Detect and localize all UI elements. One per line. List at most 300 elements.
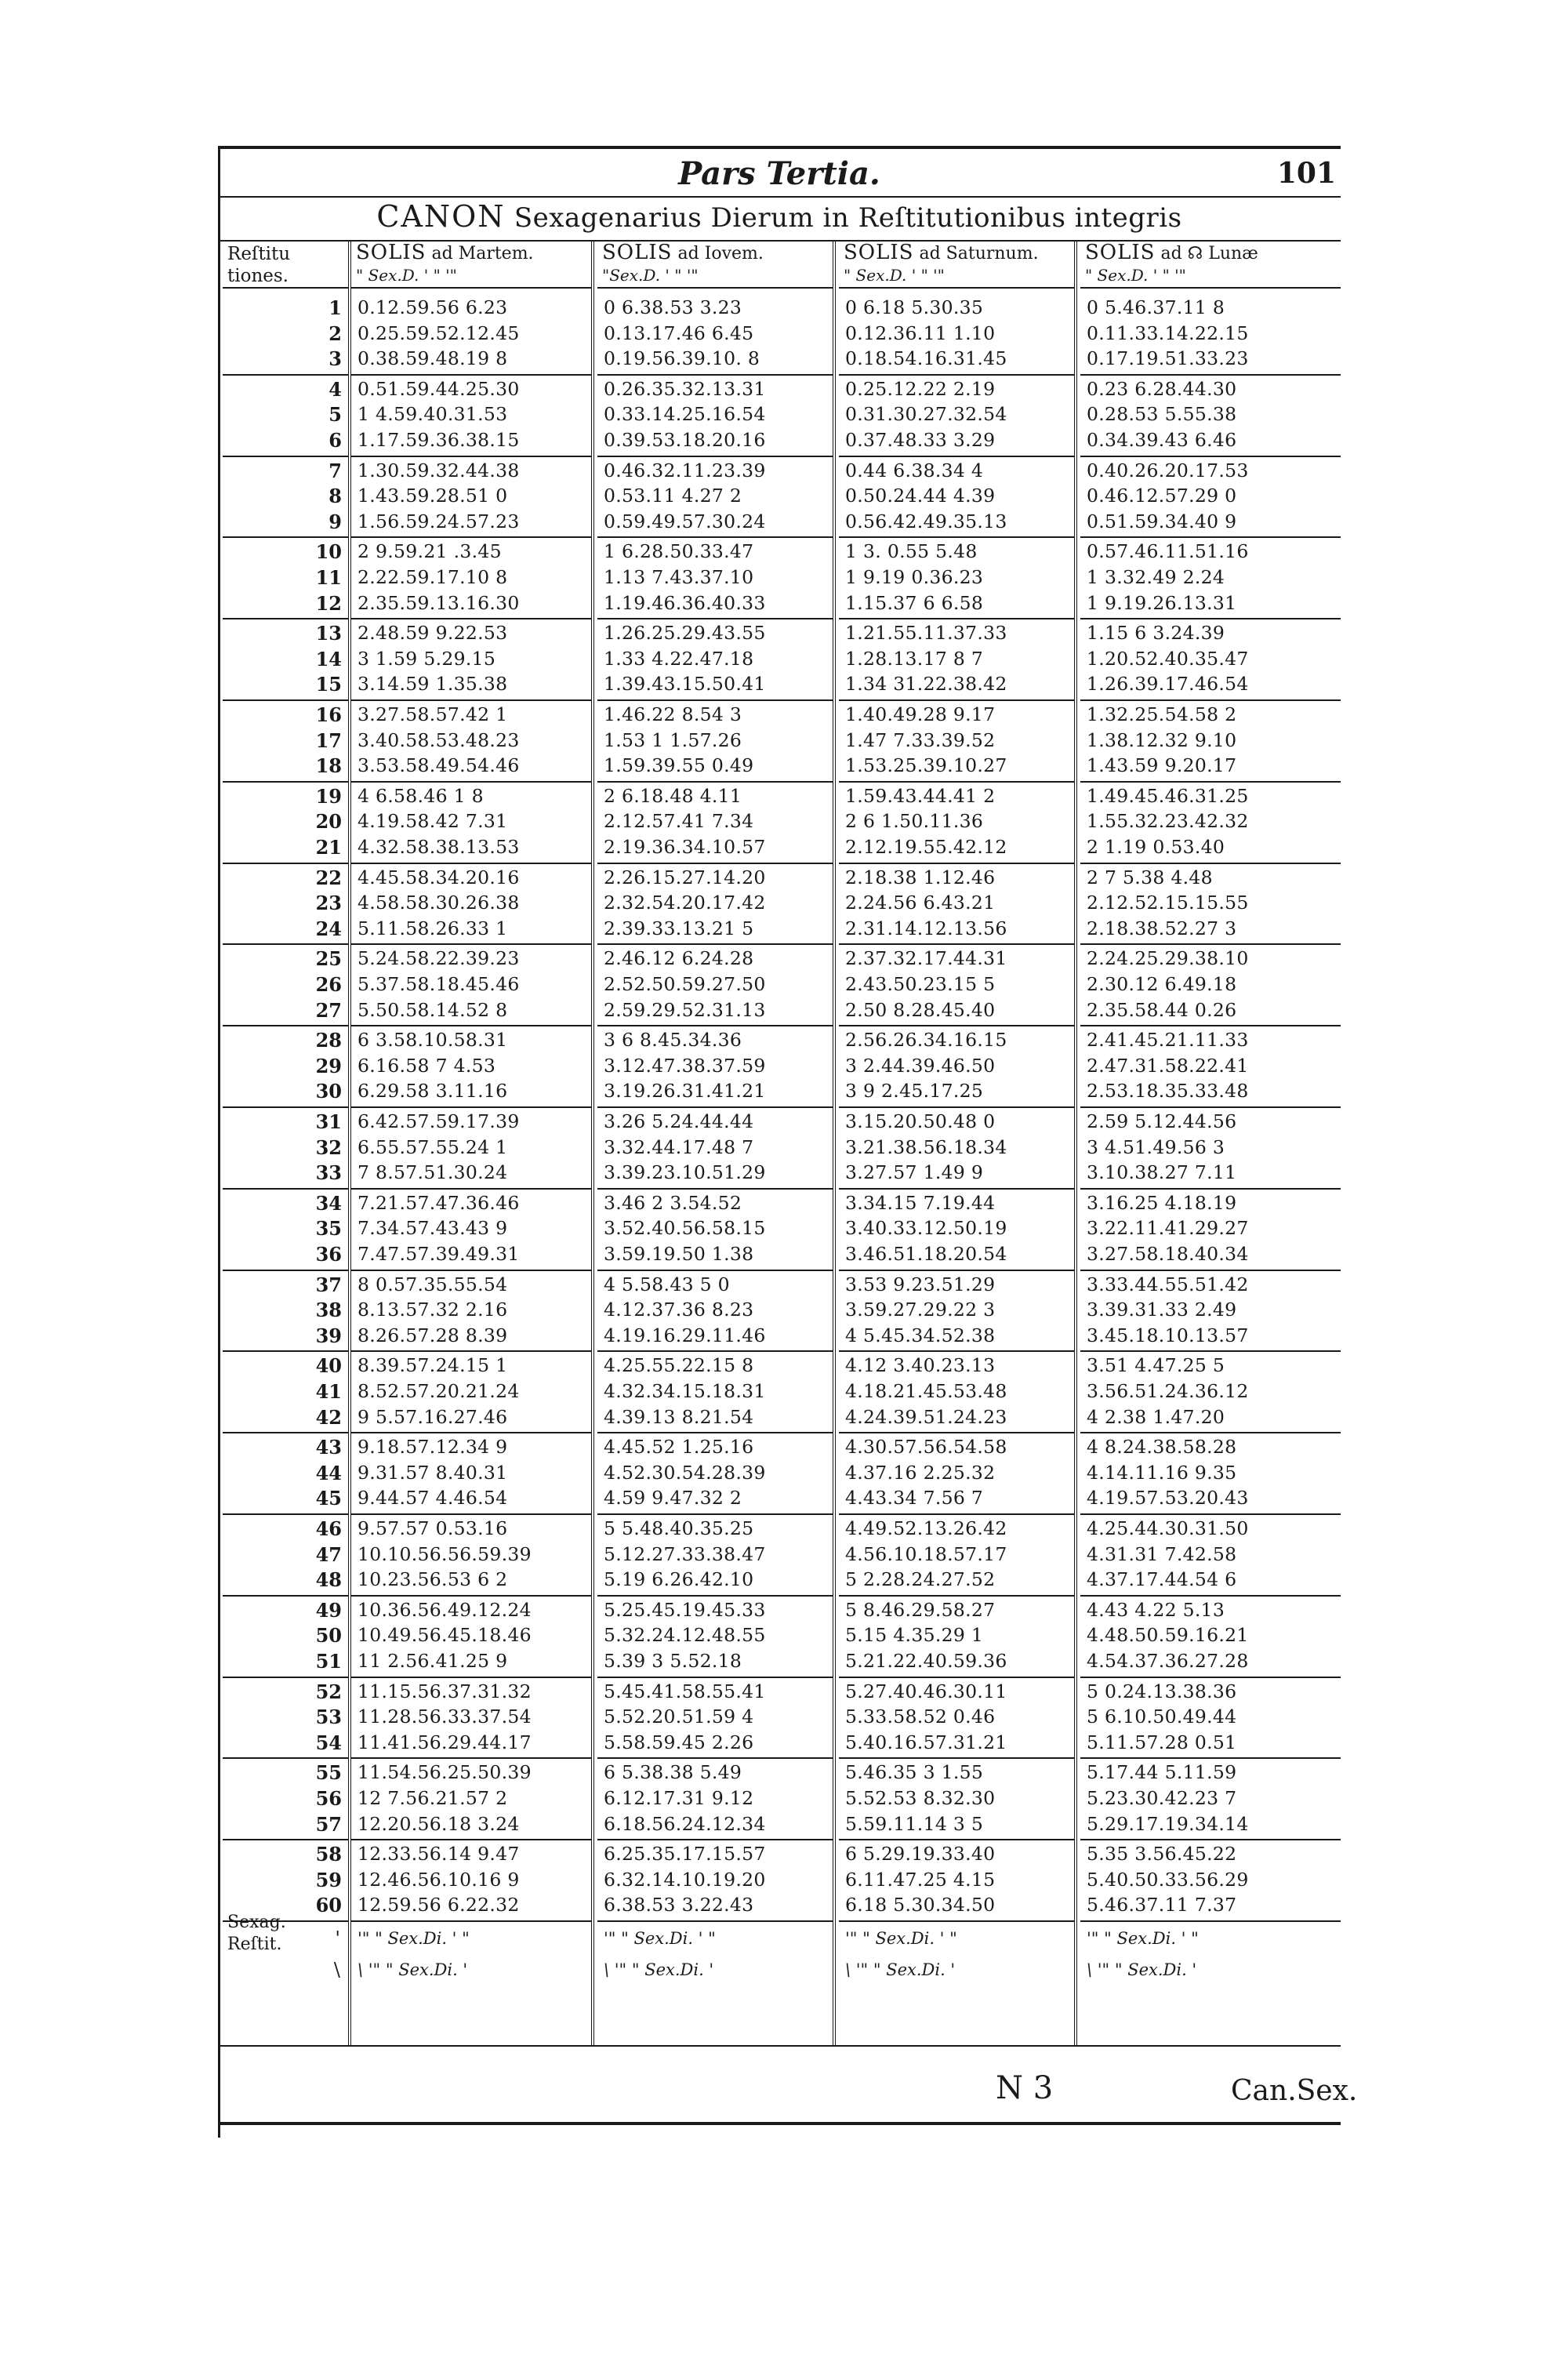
table-cell: 3.22.11.41.29.27 — [1087, 1217, 1249, 1240]
group-separator — [597, 863, 833, 864]
row-index: 2 — [328, 322, 342, 345]
group-separator — [223, 1839, 348, 1840]
table-cell: 1.55.32.23.42.32 — [1087, 810, 1249, 833]
table-cell: 3.34.15 7.19.44 — [845, 1191, 996, 1214]
table-cell: 1.17.59.36.38.15 — [358, 429, 520, 451]
table-cell: 2.43.50.23.15 5 — [845, 973, 996, 995]
row-index: 13 — [315, 622, 342, 645]
table-cell: 11.28.56.33.37.54 — [358, 1706, 532, 1728]
table-cell: 1.26.39.17.46.54 — [1087, 673, 1249, 696]
restitutions-index-column — [223, 242, 351, 2045]
top-rule — [218, 146, 1341, 149]
row-index: 3 — [328, 347, 342, 371]
group-separator — [1080, 1106, 1341, 1108]
row-index: 47 — [315, 1542, 342, 1566]
sexag-restit-label — [227, 1912, 286, 1956]
table-cell: 4 2.38 1.47.20 — [1087, 1405, 1225, 1428]
group-separator — [351, 863, 591, 864]
table-cell: 0.51.59.34.40 9 — [1087, 510, 1237, 532]
table-cell: 4.49.52.13.26.42 — [845, 1517, 1007, 1539]
group-separator — [223, 1677, 348, 1678]
table-cell: 3.53 9.23.51.29 — [845, 1273, 996, 1295]
table-cell: 4.58.58.30.26.38 — [358, 892, 520, 914]
table-cell: 5.15 4.35.29 1 — [845, 1624, 984, 1647]
table-cell: 4.25.44.30.31.50 — [1087, 1517, 1249, 1539]
row-index: 28 — [315, 1029, 342, 1052]
row-index: 14 — [315, 647, 342, 670]
table-cell: 0.17.19.51.33.23 — [1087, 347, 1249, 370]
table-cell: 3.51 4.47.25 5 — [1087, 1354, 1225, 1377]
table-cell: 9.57.57 0.53.16 — [358, 1517, 508, 1539]
group-separator — [839, 1513, 1074, 1515]
column-title: SOLIS — [356, 241, 426, 264]
table-cell: 1.38.12.32 9.10 — [1087, 728, 1237, 751]
table-cell: 3.27.58.57.42 1 — [358, 703, 508, 725]
table-cell: 1.39.43.15.50.41 — [604, 673, 766, 696]
row-index: 9 — [328, 510, 342, 533]
row-index: 50 — [315, 1624, 342, 1648]
group-separator — [839, 1106, 1074, 1108]
table-cell: 2.19.36.34.10.57 — [604, 836, 766, 858]
table-cell: 0.59.49.57.30.24 — [604, 510, 766, 532]
table-cell: 9.31.57 8.40.31 — [358, 1461, 508, 1484]
table-cell: 3.40.58.53.48.23 — [358, 728, 520, 751]
table-cell: 1.26.25.29.43.55 — [604, 622, 766, 645]
column-units: " Sex.D. ' " '" — [356, 266, 457, 285]
table-cell: 1.15 6 3.24.39 — [1087, 622, 1225, 645]
group-separator — [839, 618, 1074, 619]
table-cell: 0.40.26.20.17.53 — [1087, 459, 1249, 481]
table-cell: 1.13 7.43.37.10 — [604, 566, 754, 588]
table-cell: 3.53.58.49.54.46 — [358, 754, 520, 777]
group-separator — [839, 699, 1074, 701]
column-subtitle: ad Saturnum. — [919, 244, 1039, 263]
group-separator — [351, 1920, 591, 1922]
footer-mark: ' — [335, 1927, 340, 1949]
table-cell: 0 6.18 5.30.35 — [845, 296, 984, 318]
table-cell: 6.12.17.31 9.12 — [604, 1787, 754, 1809]
table-cell: 3.46 2 3.54.52 — [604, 1191, 742, 1214]
table-cell: 2.59 5.12.44.56 — [1087, 1110, 1237, 1132]
row-index: 27 — [315, 998, 342, 1022]
group-separator — [839, 1432, 1074, 1433]
group-separator — [1080, 1513, 1341, 1515]
table-cell: 7 8.57.51.30.24 — [358, 1161, 508, 1184]
column-units: " Sex.D. ' " '" — [1085, 266, 1186, 285]
row-index: 19 — [315, 784, 342, 808]
group-separator — [839, 1350, 1074, 1352]
table-cell: 2.12.19.55.42.12 — [845, 836, 1007, 858]
table-cell: 5.21.22.40.59.36 — [845, 1650, 1007, 1672]
table-cell: 12.59.56 6.22.32 — [358, 1894, 520, 1916]
group-separator — [223, 1106, 348, 1108]
table-cell: 9.18.57.12.34 9 — [358, 1436, 508, 1459]
group-separator — [597, 1677, 833, 1678]
group-separator — [839, 1270, 1074, 1271]
table-cell: 7.47.57.39.49.31 — [358, 1243, 520, 1265]
table-cell: 2 6.18.48 4.11 — [604, 784, 742, 807]
column-solis-ad-nodum-lunae — [1080, 242, 1341, 2045]
table-cell: 0.38.59.48.19 8 — [358, 347, 508, 370]
group-separator — [351, 1106, 591, 1108]
row-index: 21 — [315, 836, 342, 859]
table-cell: 4.52.30.54.28.39 — [604, 1461, 766, 1484]
table-cell: 2.32.54.20.17.42 — [604, 892, 766, 914]
table-cell: 5.39 3 5.52.18 — [604, 1650, 742, 1672]
row-index: 23 — [315, 892, 342, 915]
row-index: 58 — [315, 1843, 342, 1866]
table-title-lead: CANON — [376, 199, 506, 234]
table-cell: 5.59.11.14 3 5 — [845, 1812, 984, 1835]
table-cell: 6.18 5.30.34.50 — [845, 1894, 996, 1916]
row-index: 46 — [315, 1517, 342, 1540]
sexag-label-line2: Reſtit. — [227, 1935, 282, 1954]
table-cell: 4.37.17.44.54 6 — [1087, 1568, 1237, 1591]
column-subtitle: ad Martem. — [431, 244, 534, 263]
table-cell: 4.45.58.34.20.16 — [358, 866, 520, 888]
group-separator — [839, 781, 1074, 783]
table-cell: 0.50.24.44 4.39 — [845, 485, 996, 507]
table-cell: 0.51.59.44.25.30 — [358, 377, 520, 400]
table-cell: 1.56.59.24.57.23 — [358, 510, 520, 532]
row-index: 26 — [315, 973, 342, 996]
column-footer-units: \ '" " Sex.Di. ' — [604, 1960, 714, 1979]
table-cell: 12 7.56.21.57 2 — [358, 1787, 508, 1809]
group-separator — [1080, 1350, 1341, 1352]
table-cell: 4.12 3.40.23.13 — [845, 1354, 996, 1377]
table-cell: 5.19 6.26.42.10 — [604, 1568, 754, 1591]
table-cell: 6 5.38.38 5.49 — [604, 1761, 742, 1784]
group-separator — [1080, 1025, 1341, 1026]
table-cell: 11.54.56.25.50.39 — [358, 1761, 532, 1784]
table-cell: 0.25.12.22 2.19 — [845, 377, 996, 400]
table-cell: 2.24.56 6.43.21 — [845, 892, 996, 914]
group-separator — [351, 1270, 591, 1271]
group-separator — [223, 1350, 348, 1352]
row-index: 18 — [315, 754, 342, 778]
table-cell: 1.33 4.22.47.18 — [604, 647, 754, 670]
group-separator — [223, 863, 348, 864]
group-separator — [223, 943, 348, 945]
group-separator — [1080, 943, 1341, 945]
group-separator — [839, 1920, 1074, 1922]
table-cell: 4.45.52 1.25.16 — [604, 1436, 754, 1459]
column-header — [839, 242, 1074, 289]
group-separator — [1080, 1920, 1341, 1922]
group-separator — [1080, 618, 1341, 619]
table-cell: 6.32.14.10.19.20 — [604, 1868, 766, 1891]
table-cell: 6.25.35.17.15.57 — [604, 1843, 766, 1866]
table-cell: 3 6 8.45.34.36 — [604, 1029, 742, 1052]
table-cell: 3.27.58.18.40.34 — [1087, 1243, 1249, 1265]
group-separator — [839, 943, 1074, 945]
column-footer-units: '" " Sex.Di. ' " — [358, 1929, 470, 1948]
table-cell: 3.32.44.17.48 7 — [604, 1135, 754, 1158]
column-title: SOLIS — [602, 241, 673, 264]
table-cell: 4.31.31 7.42.58 — [1087, 1542, 1237, 1565]
group-separator — [597, 536, 833, 538]
group-separator — [223, 536, 348, 538]
group-separator — [223, 1432, 348, 1433]
column-title: SOLIS — [844, 241, 914, 264]
table-cell: 0.13.17.46 6.45 — [604, 322, 754, 344]
row-index: 30 — [315, 1080, 342, 1103]
group-separator — [1080, 1839, 1341, 1840]
table-cell: 0.34.39.43 6.46 — [1087, 429, 1237, 451]
column-header — [1080, 242, 1341, 289]
table-cell: 2.37.32.17.44.31 — [845, 947, 1007, 970]
column-footer-units: '" " Sex.Di. ' " — [845, 1929, 957, 1948]
table-cell: 0.46.32.11.23.39 — [604, 459, 766, 481]
row-index: 12 — [315, 591, 342, 615]
table-cell: 1.28.13.17 8 7 — [845, 647, 984, 670]
group-separator — [597, 1270, 833, 1271]
row-index: 7 — [328, 459, 342, 482]
row-index: 53 — [315, 1706, 342, 1729]
table-cell: 0.11.33.14.22.15 — [1087, 322, 1249, 344]
group-separator — [1080, 374, 1341, 376]
table-cell: 0.33.14.25.16.54 — [604, 403, 766, 426]
group-separator — [839, 1839, 1074, 1840]
table-cell: 4.37.16 2.25.32 — [845, 1461, 996, 1484]
table-cell: 5.46.37.11 7.37 — [1087, 1894, 1237, 1916]
table-cell: 5.35 3.56.45.22 — [1087, 1843, 1237, 1866]
group-separator — [223, 1757, 348, 1759]
table-cell: 8 0.57.35.55.54 — [358, 1273, 508, 1295]
group-separator — [351, 699, 591, 701]
group-separator — [1080, 1270, 1341, 1271]
group-separator — [1080, 1595, 1341, 1597]
table-cell: 10.23.56.53 6 2 — [358, 1568, 508, 1591]
table-cell: 3.39.31.33 2.49 — [1087, 1299, 1237, 1321]
table-cell: 1.43.59 9.20.17 — [1087, 754, 1237, 777]
group-separator — [1080, 536, 1341, 538]
column-units: "Sex.D. ' " '" — [602, 266, 699, 285]
index-header-line1: Reſtitu — [227, 244, 291, 264]
group-separator — [839, 1757, 1074, 1759]
table-cell: 3.52.40.56.58.15 — [604, 1217, 766, 1240]
table-cell: 3.15.20.50.48 0 — [845, 1110, 996, 1132]
table-cell: 1.43.59.28.51 0 — [358, 485, 508, 507]
table-cell: 0.53.11 4.27 2 — [604, 485, 742, 507]
group-separator — [351, 1350, 591, 1352]
row-index: 10 — [315, 540, 342, 564]
table-cell: 6.18.56.24.12.34 — [604, 1812, 766, 1835]
signature-mark: N 3 — [996, 2070, 1054, 2106]
table-cell: 5.23.30.42.23 7 — [1087, 1787, 1237, 1809]
table-cell: 8.52.57.20.21.24 — [358, 1380, 520, 1402]
index-header — [223, 242, 348, 289]
group-separator — [223, 1025, 348, 1026]
table-cell: 2.31.14.12.13.56 — [845, 917, 1007, 939]
table-cell: 4 6.58.46 1 8 — [358, 784, 484, 807]
group-separator — [223, 1270, 348, 1271]
group-separator — [223, 781, 348, 783]
group-separator — [1080, 699, 1341, 701]
row-index: 16 — [315, 703, 342, 726]
row-index: 34 — [315, 1191, 342, 1215]
row-index: 8 — [328, 485, 342, 508]
group-separator — [839, 1025, 1074, 1026]
row-index: 44 — [315, 1461, 342, 1484]
table-cell: 3.45.18.10.13.57 — [1087, 1324, 1249, 1346]
table-cell: 1.21.55.11.37.33 — [845, 622, 1007, 645]
table-cell: 1.32.25.54.58 2 — [1087, 703, 1237, 725]
table-cell: 4.48.50.59.16.21 — [1087, 1624, 1249, 1647]
table-cell: 0.39.53.18.20.16 — [604, 429, 766, 451]
table-cell: 1.47 7.33.39.52 — [845, 728, 996, 751]
table-cell: 0.25.59.52.12.45 — [358, 322, 520, 344]
table-cell: 3.12.47.38.37.59 — [604, 1054, 766, 1077]
table-cell: 2.52.50.59.27.50 — [604, 973, 766, 995]
row-index: 42 — [315, 1405, 342, 1429]
table-cell: 5.32.24.12.48.55 — [604, 1624, 766, 1647]
table-cell: 2 9.59.21 .3.45 — [358, 540, 502, 563]
column-units: " Sex.D. ' " '" — [844, 266, 945, 285]
table-cell: 7.21.57.47.36.46 — [358, 1191, 520, 1214]
table-cell: 4 5.58.43 5 0 — [604, 1273, 730, 1295]
table-cell: 2 6 1.50.11.36 — [845, 810, 984, 833]
table-cell: 3.27.57 1.49 9 — [845, 1161, 984, 1184]
table-cell: 3.56.51.24.36.12 — [1087, 1380, 1249, 1402]
table-cell: 2.22.59.17.10 8 — [358, 566, 508, 588]
group-separator — [223, 456, 348, 457]
table-cell: 8.39.57.24.15 1 — [358, 1354, 508, 1377]
row-index: 33 — [315, 1161, 342, 1185]
column-footer-units: '" " Sex.Di. ' " — [604, 1929, 716, 1948]
table-title-rest: Sexagenarius Dierum in Reſtitutionibus integris — [514, 202, 1182, 234]
table-cell: 9 5.57.16.27.46 — [358, 1405, 508, 1428]
table-cell: 2.30.12 6.49.18 — [1087, 973, 1237, 995]
row-index: 49 — [315, 1598, 342, 1622]
table-cell: 4.54.37.36.27.28 — [1087, 1650, 1249, 1672]
group-separator — [351, 1595, 591, 1597]
table-cell: 5.33.58.52 0.46 — [845, 1706, 996, 1728]
table-cell: 1.59.43.44.41 2 — [845, 784, 996, 807]
group-separator — [597, 1839, 833, 1840]
row-index: 32 — [315, 1135, 342, 1159]
row-index: 37 — [315, 1273, 342, 1296]
table-cell: 5 2.28.24.27.52 — [845, 1568, 996, 1591]
group-separator — [1080, 1677, 1341, 1678]
table-cell: 0.46.12.57.29 0 — [1087, 485, 1237, 507]
group-separator — [597, 781, 833, 783]
table-cell: 3 2.44.39.46.50 — [845, 1054, 996, 1077]
table-cell: 1.20.52.40.35.47 — [1087, 647, 1249, 670]
table-cell: 0.44 6.38.34 4 — [845, 459, 984, 481]
column-footer-units: \ '" " Sex.Di. ' — [1087, 1960, 1197, 1979]
column-solis-ad-saturnum — [839, 242, 1077, 2045]
table-cell: 3.59.27.29.22 3 — [845, 1299, 996, 1321]
group-separator — [351, 1839, 591, 1840]
column-subtitle: ad ☊ Lunæ — [1160, 244, 1258, 263]
row-index: 40 — [315, 1354, 342, 1378]
group-separator — [597, 1513, 833, 1515]
table-cell: 6.55.57.55.24 1 — [358, 1135, 508, 1158]
table-cell: 4.43 4.22 5.13 — [1087, 1598, 1225, 1621]
table-cell: 12.33.56.14 9.47 — [358, 1843, 520, 1866]
table-cell: 3.14.59 1.35.38 — [358, 673, 508, 696]
table-bottom-rule — [218, 2045, 1341, 2047]
group-separator — [1080, 863, 1341, 864]
group-separator — [839, 374, 1074, 376]
group-separator — [1080, 1757, 1341, 1759]
table-cell: 5.46.35 3 1.55 — [845, 1761, 984, 1784]
table-cell: 1 3.32.49 2.24 — [1087, 566, 1225, 588]
table-cell: 5 8.46.29.58.27 — [845, 1598, 996, 1621]
table-cell: 5 0.24.13.38.36 — [1087, 1680, 1237, 1702]
column-footer-units: \ '" " Sex.Di. ' — [845, 1960, 956, 1979]
row-index: 11 — [315, 566, 342, 589]
row-index: 56 — [315, 1787, 342, 1810]
table-cell: 2.18.38.52.27 3 — [1087, 917, 1237, 939]
table-cell: 3 4.51.49.56 3 — [1087, 1135, 1225, 1158]
table-cell: 2.41.45.21.11.33 — [1087, 1029, 1249, 1052]
row-index: 45 — [315, 1487, 342, 1510]
group-separator — [597, 1432, 833, 1433]
group-separator — [223, 1513, 348, 1515]
group-separator — [351, 943, 591, 945]
table-cell: 1.46.22 8.54 3 — [604, 703, 742, 725]
table-cell: 6 3.58.10.58.31 — [358, 1029, 508, 1052]
row-index: 52 — [315, 1680, 342, 1703]
table-cell: 2.26.15.27.14.20 — [604, 866, 766, 888]
table-cell: 1 6.28.50.33.47 — [604, 540, 754, 563]
table-cell: 0 6.38.53 3.23 — [604, 296, 742, 318]
row-index: 55 — [315, 1761, 342, 1785]
table-cell: 3.59.19.50 1.38 — [604, 1243, 754, 1265]
table-cell: 7.34.57.43.43 9 — [358, 1217, 508, 1240]
row-index: 31 — [315, 1110, 342, 1133]
table-cell: 2.47.31.58.22.41 — [1087, 1054, 1249, 1077]
row-index: 17 — [315, 728, 342, 752]
column-solis-ad-iovem — [597, 242, 836, 2045]
row-index: 57 — [315, 1812, 342, 1836]
row-index: 25 — [315, 947, 342, 971]
group-separator — [351, 1432, 591, 1433]
table-cell: 4.32.34.15.18.31 — [604, 1380, 766, 1402]
column-subtitle: ad Iovem. — [677, 244, 764, 263]
row-index: 43 — [315, 1436, 342, 1459]
row-index: 48 — [315, 1568, 342, 1592]
table-cell: 5.52.53 8.32.30 — [845, 1787, 996, 1809]
table-cell: 5.25.45.19.45.33 — [604, 1598, 766, 1621]
group-separator — [351, 1513, 591, 1515]
table-cell: 2.50 8.28.45.40 — [845, 998, 996, 1021]
table-cell: 5.24.58.22.39.23 — [358, 947, 520, 970]
table-cell: 4.19.58.42 7.31 — [358, 810, 508, 833]
table-cell: 5.50.58.14.52 8 — [358, 998, 508, 1021]
footer-mark: \ — [333, 1959, 340, 1981]
column-title: SOLIS — [1085, 241, 1156, 264]
table-cell: 5.45.41.58.55.41 — [604, 1680, 766, 1702]
column-header — [597, 242, 833, 289]
table-cell: 0 5.46.37.11 8 — [1087, 296, 1225, 318]
sexag-label-line1: Sexag. — [227, 1913, 286, 1932]
table-cell: 1.49.45.46.31.25 — [1087, 784, 1249, 807]
table-cell: 4.19.16.29.11.46 — [604, 1324, 766, 1346]
group-separator — [597, 943, 833, 945]
table-cell: 4 5.45.34.52.38 — [845, 1324, 996, 1346]
table-cell: 2.12.57.41 7.34 — [604, 810, 754, 833]
table-cell: 8.13.57.32 2.16 — [358, 1299, 508, 1321]
group-separator — [597, 1106, 833, 1108]
row-index: 20 — [315, 810, 342, 834]
table-cell: 4 8.24.38.58.28 — [1087, 1436, 1237, 1459]
table-cell: 10.49.56.45.18.46 — [358, 1624, 532, 1647]
group-separator — [839, 536, 1074, 538]
table-cell: 5.11.57.28 0.51 — [1087, 1731, 1237, 1753]
